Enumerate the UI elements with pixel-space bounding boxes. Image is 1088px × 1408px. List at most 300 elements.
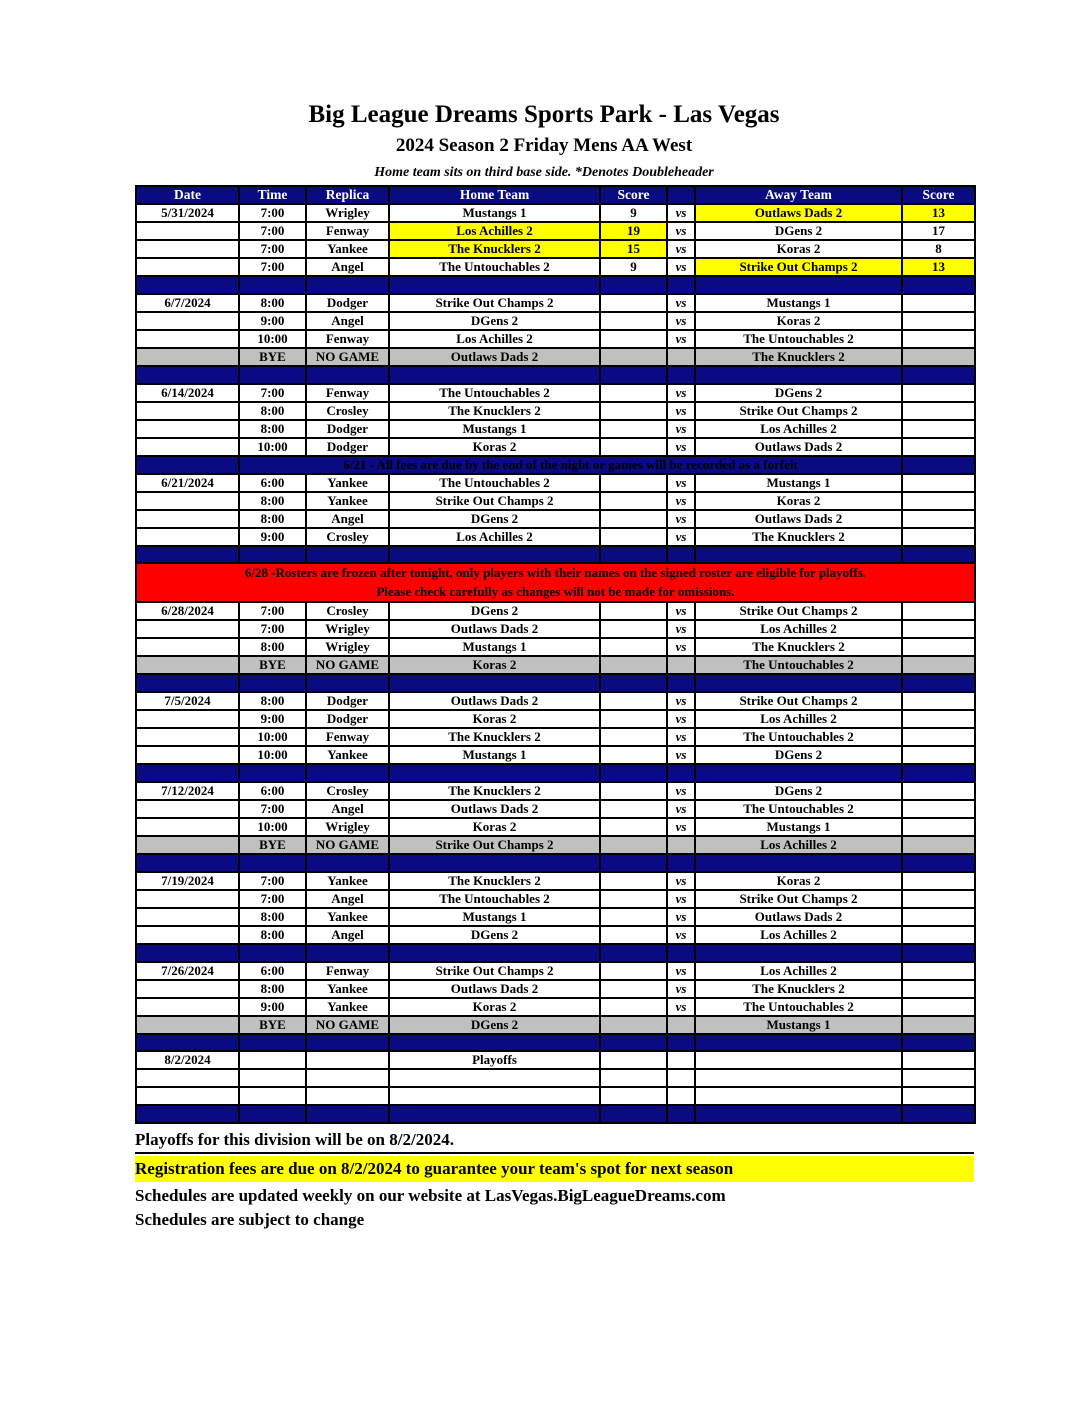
time-cell: 8:00 (239, 980, 306, 998)
home-score-cell (600, 528, 667, 546)
time-cell (239, 546, 306, 564)
header-vs (667, 186, 695, 204)
home-team-cell: The Knucklers 2 (389, 240, 600, 258)
home-team-cell: Mustangs 1 (389, 746, 600, 764)
time-cell: 8:00 (239, 420, 306, 438)
table-row-empty (136, 1069, 975, 1087)
time-cell (239, 674, 306, 692)
replica-cell (306, 1105, 389, 1123)
table-row-bye (136, 1016, 975, 1034)
home-score-cell (600, 872, 667, 890)
away-score-cell (902, 330, 975, 348)
vs-cell (667, 348, 695, 366)
document-footer (135, 1129, 974, 1230)
schedule-table-body (136, 204, 975, 1123)
away-team-cell (695, 854, 902, 872)
time-cell: 7:00 (239, 800, 306, 818)
replica-cell: Fenway (306, 962, 389, 980)
field-note: Home team sits on third base side. *Denotes Doubleheader (374, 165, 714, 180)
home-score-cell (600, 998, 667, 1016)
home-team-cell: Los Achilles 2 (389, 222, 600, 240)
page-title: Big League Dreams Sports Park - Las Vegas (308, 101, 780, 128)
home-score-cell (600, 728, 667, 746)
vs-cell (667, 366, 695, 384)
time-cell: 8:00 (239, 402, 306, 420)
away-team-cell: Mustangs 1 (695, 1016, 902, 1034)
away-score-cell: 13 (902, 258, 975, 276)
away-team-cell: DGens 2 (695, 384, 902, 402)
table-row-bye (136, 348, 975, 366)
home-team-cell: Outlaws Dads 2 (389, 348, 600, 366)
away-score-cell (902, 890, 975, 908)
home-team-cell (389, 1105, 600, 1123)
vs-cell: vs (667, 872, 695, 890)
time-cell (239, 944, 306, 962)
home-team-cell: Koras 2 (389, 656, 600, 674)
away-score-cell (902, 1087, 975, 1105)
away-team-cell: Koras 2 (695, 240, 902, 258)
vs-cell: vs (667, 312, 695, 330)
away-score-cell (902, 276, 975, 294)
home-score-cell (600, 746, 667, 764)
home-score-cell (600, 1016, 667, 1034)
bye-label-cell: BYE (239, 1016, 306, 1034)
vs-cell (667, 1051, 695, 1069)
date-cell (136, 402, 239, 420)
home-score-cell (600, 638, 667, 656)
table-row-game (136, 330, 975, 348)
home-score-cell (600, 1087, 667, 1105)
vs-cell (667, 1105, 695, 1123)
away-score-cell (902, 620, 975, 638)
header-home-team: Home Team (389, 186, 600, 204)
date-cell (136, 348, 239, 366)
replica-cell: Yankee (306, 746, 389, 764)
home-team-cell: The Untouchables 2 (389, 474, 600, 492)
table-row-game (136, 962, 975, 980)
away-team-cell: Los Achilles 2 (695, 710, 902, 728)
home-score-cell (600, 1034, 667, 1052)
replica-cell: Angel (306, 926, 389, 944)
home-team-cell: The Knucklers 2 (389, 872, 600, 890)
home-team-cell (389, 1034, 600, 1052)
home-team-cell (389, 764, 600, 782)
away-score-cell (902, 1069, 975, 1087)
bye-label-cell: BYE (239, 348, 306, 366)
away-team-cell: Los Achilles 2 (695, 420, 902, 438)
home-score-cell (600, 348, 667, 366)
vs-cell: vs (667, 908, 695, 926)
home-team-cell: Koras 2 (389, 710, 600, 728)
replica-cell: Yankee (306, 240, 389, 258)
date-cell (136, 890, 239, 908)
date-cell (136, 854, 239, 872)
away-score-cell (902, 474, 975, 492)
time-cell (239, 366, 306, 384)
vs-cell: vs (667, 998, 695, 1016)
table-row-game (136, 492, 975, 510)
table-row-separator (136, 1105, 975, 1123)
time-cell (239, 1034, 306, 1052)
table-row-game (136, 872, 975, 890)
vs-cell: vs (667, 800, 695, 818)
time-cell: 7:00 (239, 602, 306, 620)
away-score-cell (902, 294, 975, 312)
vs-cell: vs (667, 926, 695, 944)
away-score-cell (902, 908, 975, 926)
table-row-game (136, 746, 975, 764)
time-cell: 7:00 (239, 872, 306, 890)
vs-cell: vs (667, 240, 695, 258)
home-team-cell: Strike Out Champs 2 (389, 836, 600, 854)
replica-cell: Yankee (306, 980, 389, 998)
table-row-bye (136, 836, 975, 854)
date-cell (136, 240, 239, 258)
time-cell: 7:00 (239, 890, 306, 908)
date-cell (136, 638, 239, 656)
date-cell (136, 908, 239, 926)
table-row-game (136, 240, 975, 258)
away-team-cell (695, 1051, 902, 1069)
table-row-game (136, 510, 975, 528)
vs-cell (667, 1069, 695, 1087)
time-cell: 9:00 (239, 528, 306, 546)
date-cell: 6/28/2024 (136, 602, 239, 620)
table-row-game (136, 926, 975, 944)
vs-cell: vs (667, 528, 695, 546)
date-cell (136, 276, 239, 294)
home-score-cell (600, 384, 667, 402)
away-team-cell: Outlaws Dads 2 (695, 438, 902, 456)
vs-cell: vs (667, 474, 695, 492)
replica-cell: Crosley (306, 782, 389, 800)
home-team-cell: The Untouchables 2 (389, 258, 600, 276)
time-cell: 6:00 (239, 782, 306, 800)
date-cell (136, 1016, 239, 1034)
bye-label-cell: BYE (239, 656, 306, 674)
no-game-label-cell: NO GAME (306, 1016, 389, 1034)
table-row-game (136, 638, 975, 656)
away-team-cell: Koras 2 (695, 312, 902, 330)
home-score-cell (600, 366, 667, 384)
away-team-cell (695, 546, 902, 564)
vs-cell (667, 1034, 695, 1052)
home-team-cell (389, 276, 600, 294)
away-score-cell (902, 348, 975, 366)
home-score-cell (600, 474, 667, 492)
replica-cell (306, 546, 389, 564)
document-header (0, 0, 1088, 181)
home-team-cell: Los Achilles 2 (389, 330, 600, 348)
table-row-game (136, 402, 975, 420)
vs-cell: vs (667, 620, 695, 638)
vs-cell (667, 1016, 695, 1034)
table-row-game (136, 222, 975, 240)
vs-cell: vs (667, 402, 695, 420)
table-row-separator (136, 366, 975, 384)
home-score-cell (600, 764, 667, 782)
home-score-cell: 9 (600, 258, 667, 276)
home-score-cell (600, 492, 667, 510)
date-cell: 7/19/2024 (136, 872, 239, 890)
home-team-cell: DGens 2 (389, 510, 600, 528)
table-row-game (136, 782, 975, 800)
table-row-game (136, 1051, 975, 1069)
home-team-cell (389, 546, 600, 564)
header-time: Time (239, 186, 306, 204)
away-team-cell: Strike Out Champs 2 (695, 890, 902, 908)
away-score-cell (902, 836, 975, 854)
away-score-cell (902, 854, 975, 872)
replica-cell: Dodger (306, 710, 389, 728)
away-team-cell: DGens 2 (695, 782, 902, 800)
away-score-cell (902, 980, 975, 998)
home-team-cell: Koras 2 (389, 998, 600, 1016)
date-cell (136, 312, 239, 330)
table-row-empty (136, 1087, 975, 1105)
time-cell: 8:00 (239, 926, 306, 944)
table-row-game (136, 710, 975, 728)
home-score-cell (600, 312, 667, 330)
away-team-cell (695, 1105, 902, 1123)
home-team-cell: Mustangs 1 (389, 420, 600, 438)
vs-cell (667, 836, 695, 854)
table-row-game (136, 312, 975, 330)
time-cell (239, 1069, 306, 1087)
away-score-cell (902, 656, 975, 674)
home-team-cell: Los Achilles 2 (389, 528, 600, 546)
away-score-cell (902, 1016, 975, 1034)
header-away-score: Score (902, 186, 975, 204)
away-score-cell (902, 492, 975, 510)
away-team-cell: The Untouchables 2 (695, 998, 902, 1016)
replica-cell: Dodger (306, 420, 389, 438)
replica-cell: Crosley (306, 402, 389, 420)
table-row-game (136, 528, 975, 546)
vs-cell (667, 854, 695, 872)
away-team-cell: Strike Out Champs 2 (695, 258, 902, 276)
home-score-cell (600, 818, 667, 836)
home-score-cell (600, 890, 667, 908)
time-cell: 6:00 (239, 962, 306, 980)
away-score-cell (902, 710, 975, 728)
home-team-cell: Mustangs 1 (389, 908, 600, 926)
header-home-score: Score (600, 186, 667, 204)
home-team-cell: Koras 2 (389, 818, 600, 836)
replica-cell: Angel (306, 800, 389, 818)
footer-registration-note: Registration fees are due on 8/2/2024 to guarantee your team's spot for next season (135, 1156, 974, 1182)
home-team-cell (389, 944, 600, 962)
date-cell (136, 926, 239, 944)
vs-cell: vs (667, 492, 695, 510)
home-score-cell (600, 402, 667, 420)
home-score-cell (600, 330, 667, 348)
away-team-cell: Los Achilles 2 (695, 962, 902, 980)
home-team-cell (389, 854, 600, 872)
away-score-cell (902, 1105, 975, 1123)
home-team-cell: The Knucklers 2 (389, 402, 600, 420)
date-cell: 7/26/2024 (136, 962, 239, 980)
replica-cell (306, 854, 389, 872)
date-cell (136, 528, 239, 546)
header-away-team: Away Team (695, 186, 902, 204)
replica-cell: Angel (306, 890, 389, 908)
header-date: Date (136, 186, 239, 204)
home-score-cell (600, 510, 667, 528)
date-cell (136, 456, 239, 474)
time-cell: 10:00 (239, 818, 306, 836)
away-score-cell (902, 692, 975, 710)
home-team-cell: DGens 2 (389, 312, 600, 330)
time-cell (239, 276, 306, 294)
home-score-cell (600, 620, 667, 638)
home-team-cell (389, 366, 600, 384)
home-score-cell (600, 294, 667, 312)
table-row-game (136, 998, 975, 1016)
away-score-cell (902, 962, 975, 980)
vs-cell: vs (667, 638, 695, 656)
table-row-separator (136, 854, 975, 872)
time-cell: 10:00 (239, 438, 306, 456)
table-row-game (136, 800, 975, 818)
vs-cell (667, 674, 695, 692)
date-cell (136, 620, 239, 638)
date-cell (136, 330, 239, 348)
away-score-cell (902, 998, 975, 1016)
away-score-cell (902, 1034, 975, 1052)
away-score-cell (902, 602, 975, 620)
date-cell: 8/2/2024 (136, 1051, 239, 1069)
home-score-cell (600, 854, 667, 872)
away-score-cell (902, 456, 975, 474)
date-cell: 5/31/2024 (136, 204, 239, 222)
home-team-cell: Outlaws Dads 2 (389, 692, 600, 710)
replica-cell (306, 674, 389, 692)
home-team-cell: Outlaws Dads 2 (389, 800, 600, 818)
page-subtitle: 2024 Season 2 Friday Mens AA West (395, 135, 693, 156)
replica-cell: Dodger (306, 692, 389, 710)
date-cell (136, 944, 239, 962)
footer-subject-to-change-note: Schedules are subject to change (135, 1209, 365, 1229)
home-score-cell (600, 962, 667, 980)
no-game-label-cell: NO GAME (306, 348, 389, 366)
replica-cell: Dodger (306, 438, 389, 456)
replica-cell (306, 1087, 389, 1105)
replica-cell: Wrigley (306, 638, 389, 656)
date-cell: 7/5/2024 (136, 692, 239, 710)
time-cell (239, 1087, 306, 1105)
table-row-separator (136, 276, 975, 294)
time-cell: 8:00 (239, 692, 306, 710)
vs-cell: vs (667, 222, 695, 240)
table-row-separator (136, 674, 975, 692)
table-row-separator (136, 1034, 975, 1052)
away-team-cell: The Knucklers 2 (695, 348, 902, 366)
away-team-cell: The Knucklers 2 (695, 638, 902, 656)
schedule-table (135, 185, 976, 1124)
date-cell: 6/7/2024 (136, 294, 239, 312)
home-team-cell: The Untouchables 2 (389, 890, 600, 908)
home-team-cell: Koras 2 (389, 438, 600, 456)
time-cell: 7:00 (239, 204, 306, 222)
away-score-cell: 8 (902, 240, 975, 258)
replica-cell (306, 1051, 389, 1069)
vs-cell: vs (667, 510, 695, 528)
date-cell (136, 1087, 239, 1105)
table-row-game (136, 384, 975, 402)
away-team-cell (695, 1087, 902, 1105)
vs-cell: vs (667, 294, 695, 312)
vs-cell: vs (667, 602, 695, 620)
away-score-cell (902, 420, 975, 438)
away-score-cell (902, 746, 975, 764)
away-team-cell: Los Achilles 2 (695, 836, 902, 854)
time-cell: 7:00 (239, 258, 306, 276)
date-cell (136, 420, 239, 438)
home-score-cell (600, 800, 667, 818)
away-team-cell: Strike Out Champs 2 (695, 692, 902, 710)
away-score-cell (902, 402, 975, 420)
vs-cell: vs (667, 384, 695, 402)
away-team-cell: The Knucklers 2 (695, 528, 902, 546)
replica-cell: Fenway (306, 330, 389, 348)
away-team-cell: The Untouchables 2 (695, 728, 902, 746)
away-score-cell (902, 384, 975, 402)
home-score-cell (600, 276, 667, 294)
replica-cell: Fenway (306, 728, 389, 746)
footer-playoffs-note: Playoffs for this division will be on 8/2/2024. (135, 1129, 974, 1154)
home-team-cell: Strike Out Champs 2 (389, 294, 600, 312)
replica-cell (306, 944, 389, 962)
table-row-game (136, 438, 975, 456)
table-row-game (136, 620, 975, 638)
replica-cell: Yankee (306, 474, 389, 492)
replica-cell: Dodger (306, 294, 389, 312)
alert-text-cell (136, 563, 975, 602)
home-team-cell: The Untouchables 2 (389, 384, 600, 402)
time-cell: 8:00 (239, 492, 306, 510)
away-score-cell (902, 510, 975, 528)
date-cell (136, 546, 239, 564)
away-score-cell (902, 728, 975, 746)
table-row-separator (136, 546, 975, 564)
away-team-cell: The Untouchables 2 (695, 800, 902, 818)
vs-cell: vs (667, 890, 695, 908)
date-cell (136, 656, 239, 674)
footer-website-note: Schedules are updated weekly on our website at LasVegas.BigLeagueDreams.com (135, 1185, 726, 1205)
vs-cell: vs (667, 980, 695, 998)
home-team-cell: Strike Out Champs 2 (389, 492, 600, 510)
vs-cell (667, 944, 695, 962)
date-cell (136, 674, 239, 692)
table-row-game (136, 728, 975, 746)
away-score-cell (902, 312, 975, 330)
vs-cell (667, 276, 695, 294)
table-row-game (136, 474, 975, 492)
away-team-cell: The Untouchables 2 (695, 656, 902, 674)
away-team-cell: The Untouchables 2 (695, 330, 902, 348)
home-score-cell (600, 944, 667, 962)
replica-cell: Angel (306, 510, 389, 528)
date-cell (136, 258, 239, 276)
table-row-game (136, 908, 975, 926)
replica-cell: Fenway (306, 222, 389, 240)
table-header-row (136, 186, 975, 204)
date-cell (136, 746, 239, 764)
table-row-game (136, 420, 975, 438)
replica-cell (306, 1034, 389, 1052)
time-cell: 7:00 (239, 222, 306, 240)
